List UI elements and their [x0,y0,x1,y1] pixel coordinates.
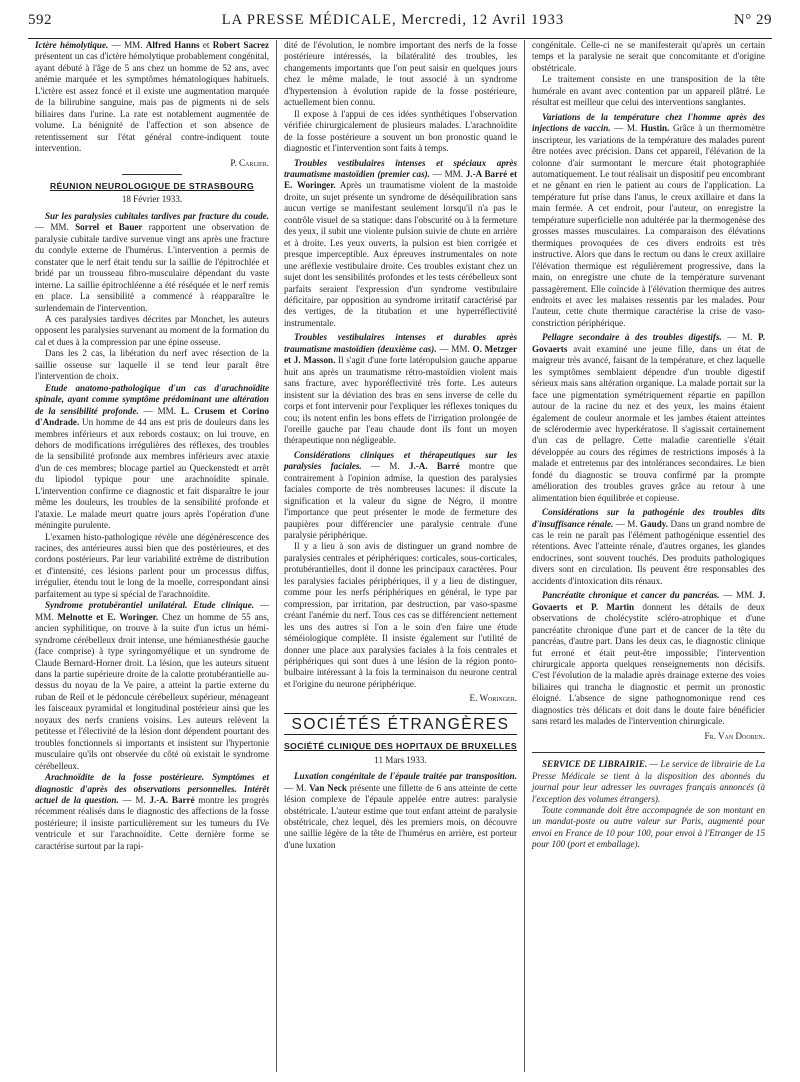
article-arachnoidite-spinale: Etude anatomo-pathologique d'un cas d'arachnoïdite spinale, ayant comme symptôme prédominant une altération de la sensibilité profonde. — MM. L. Crusem et Corino d'Andrade. Un homme de 44 ans est pris de douleurs dans les membres inférieurs et aux rebords costaux; on lui trouve, en dehors de modifications irrégulières des réflexes, des troubles de la sensibilité profonde aux membres inférieurs avec ataxie d'un de ces membres; blocage partiel au Queckenstedt et arrêt du lipiodol typique pour une arachnoïdite spinale. L'intervention confirme ce diagnostic et fait disparaître le jour même les douleurs, les troubles de la sensibilité profonde et l'ataxie. Le malade meurt quatre jours après l'opération d'une méningite purulente. [35,382,269,531]
article-body: avait examiné une jeune fille, dans un état de maigreur très avancé, faisant de la température, et chez laquelle les symptômes semblaient dépendre d'un trouble digestif sérieux mais sans altération organique. La malade portait sur la face une pigmentation symétriquement répartie en papillon autour de la racine du nez et des yeux, les mains étaient également de couleur anormale et les jambes étaient atteintes de sclérodermie avec hyperkératose. Il s'agissait certainement d'un cas de pellagre. Cette maladie carentielle s'était développée au cours des régimes de restrictions imposés à la malade et entretenus par des intolérances secondaires. Le bien fondé du diagnostic se trouva confirmé par la prompte amélioration des troubles graves grâce au retour à une alimentation bien équilibrée et copieuse. [532,343,765,503]
article-authors: Melnotte et E. Woringer. [57,611,159,622]
article-body: Dans les 2 cas, la libération du nerf avec résection de la saillie osseuse sur laquelle il se tend leur paraît être l'intervention de choix. [35,348,269,382]
article-icteres: Ictère hémolytique. — MM. Alfred Hanns et Robert Sacrez présentent un cas d'ictère hémolytique probablement congénital, ayant débuté à l'âge de 5 ans chez un homme de 52 ans, avec anémie marquée et les symptômes hématologiques habituels. L'ictère est assez foncé et il existe une augmentation marquée de la bilirubine sanguine, mais pas de pigments ni de sels biliaires dans l'urine. La rate est notablement augmentée de volume. La bénignité de l'affection et son absence de retentissement sur l'état général contre-indiquent toute intervention. [35,40,269,154]
article-authors: Alfred Hanns [145,40,200,50]
article-arachnoidite-fosse: Arachnoïdite de la fosse postérieure. Symptômes et diagnostic d'après des observations personnelles. Intérêt actuel de la question. — M. J.-A. Barré montre les progrès récemment réalisés dans le diagnostic des affections de la fosse postérieure; il insiste particulièrement sur les tumeurs du IVe ventricule et sur l'arachnoïdite. Cette dernière forme se caractérise surtout par la rapi- [35,772,270,851]
article-authors: J.-A. Barré [408,461,460,472]
article-body: A ces paralysies tardives décrites par Monchet, les auteurs opposent les paralysies survenant au moment de la formation du cal et dues à la compression par une épine osseuse. [35,313,269,347]
article-authors: J.-A Barré et E. Woringer. [284,168,518,191]
article-authors: Robert Sacrez [212,40,269,50]
article-title: Ictère hémolytique. [35,40,109,50]
article-body: L'examen histo-pathologique révèle une dégénérescence des racines, des antérieures aussi bien que des postérieures, et des cordons postérieurs. Par leur variabilité extrême de distribution et d'intensité, ces lésions parlent pour un processus diffus, irrégulier, étendu tout le long de la moelle, correspondant ainsi parfaitement au type si spécial de l'arachnoïdite. [35,531,269,599]
article-luxation-epaule: Luxation congénitale de l'épaule traitée par transposition. — M. Van Neck présente une fillette de 6 ans atteinte de cette lésion complexe de l'épaule appelée entre autres: paralysie obstétricale. L'auteur estime que tout enfant atteint de paralysie obstétricale, chez lequel, dès les premiers mois, on découvre une saillie légère de la tête de l'humérus en arrière, est porteur d'une luxation [284,771,518,850]
article-body: présentent un cas d'ictère hémolytique probablement congénital, ayant débuté à l'âge de 5 ans chez un homme de 52 ans, avec anémie marquée et les symptômes hématologiques habituels. L'ictère est assez foncé et il existe une augmentation marquée de la bilirubine sanguine, mais pas de pigments ni de sels biliaires dans l'urine. La rate est notablement augmentée de volume. La bénignité de l'affection et son absence de retentissement sur l'état général contre-indiquent toute intervention. [35,51,269,154]
article-body: rapportent une observation de paralysie cubitale tardive survenue vingt ans après une fracture du condyle externe de l'humérus. L'intervention a permis de constater que le nerf était tendu sur la saillie de l'épitrochlée et bridé par un trousseau fibro-musculaire dépendant du vaste interne. La saillie épitrochléenne a été réséquée et le nerf remis en place. La sensibilité a commencé à réapparaître le surlendemain de l'intervention. [35,222,270,313]
article-body: présente une fillette de 6 ans atteinte de cette lésion complexe de l'épaule appelée entre autres: paralysie obstétricale. L'auteur estime que tout enfant atteint de paralysie obstétricale, chez lequel, dès les premiers mois, on découvre une saillie légère de la tête de l'humérus en arrière, est porteur d'une luxation [284,782,518,850]
header-rule [28,38,772,39]
article-body: Un homme de 44 ans est pris de douleurs dans les membres inférieurs et aux rebords costaux; on lui trouve, en dehors de modifications irrégulières des réflexes, des troubles de la sensibilité profonde aux membres inférieurs avec ataxie d'un de ces membres; blocage partiel au Queckenstedt et arrêt du lipiodol typique pour une arachnoïdite spinale. L'intervention confirme ce diagnostic et fait disparaître le jour même les douleurs, les troubles de la sensibilité profonde et l'ataxie. Le malade meurt quatre jours après l'opération d'une méningite purulente. [35,417,269,531]
article-authors: Hustin. [640,123,670,134]
article-body: montre les progrès récemment réalisés dans le diagnostic des affections de la fosse postérieure; il insiste particulièrement sur les tumeurs du IVe ventricule et sur l'arachnoïdite. Cette dernière forme se caractérise surtout par la rapi- [35,795,270,851]
article-body: Grâce à un thermomètre inscripteur, les variations de la température des malades purent être notées avec précision. Dans cet appareil, l'élévation de la colonne d'air surmontant le mercure était photographiée automatiquement. Le tout réalisait un dispositif peu encombrant et ne gênant en rien le patient au cours de l'application. La température fut prise dans l'anus, le creux axillaire et dans la main fermée. A cet endroit, pour l'auteur, on enregistre la température superficielle non adultérée par la thermogenèse des grosses masses musculaires. La comparaison des élévations thermiques provoquées de ces divers endroits est très instructive. Alors que dans le rectum ou dans le creux axillaire l'élévation thermique est régulièrement progressive, dans la main, on enregistre une chute de la température survenant passagèrement. Elle coïncide à l'élévation thermique des autres endroits et avec les malaises ressentis par les malades. Pour l'auteur, cette chute thermique caractérise la crise de vaso-constriction périphérique. [532,123,765,328]
article-body: donnent les détails de deux observations de cholécystite scléro-atrophique et d'une pancréatite chronique d'une part et de cancer de la tête du pancréas, d'autre part. Dans les deux cas, le diagnostic clinique fut erroné et était peut-être impossible; l'intervention chirurgicale apporta quelques renseignements non décisifs. C'est l'évolution de la maladie après drainage externe des voies biliaires qui trancha le diagnostic et permit un pronostic éloigné. L'absence de signe pathognomonique rend ces diagnostics très délicats et doit dans le doute faire bénéficier sans retard les malades de l'intervention chirurgicale. [532,601,765,727]
article-title: Luxation congénitale de l'épaule traitée par transposition. [294,771,517,782]
article-title: Syndrome protubérantiel unilatéral. Etude clinique. [45,600,255,611]
article-troubles-vestibulaires-1: Troubles vestibulaires intenses et spéciaux après traumatisme mastoïdien (premier cas). — MM. J.-A Barré et E. Woringer. Après un traumatisme violent de la mastoïde droite, un sujet présente un syndrome de déséquilibration sans aucun vertige se manifestant seulement lorsqu'il n'a pas le contrôle visuel de sa statique: dans l'obscurité ou à la fermeture des yeux, il subit une violente pulsion suivie de chute en arrière et à droite. Les yeux ouverts, la pulsion est bien corrigée et presque imperceptible. Aux épreuves instrumentales on note une aréflexie vestibulaire droite. Ces troubles existant chez un sujet dont les sensibilités profondes et les tests cérébelleux sont parfaits seraient l'expression d'un syndrome vestibulaire déficitaire, par opposition au syndrome irritatif caractérisé par des vertiges, de la titubation et une hyperréflectivité instrumentale. [284,157,518,328]
columns [28,40,772,1072]
article-body: Il expose à l'appui de ces idées synthétiques l'observation vérifiée chirurgicalement de plusieurs malades. L'arachnoïdite de la fosse postérieure a souvent un bon pronostic quand le diagnostic et l'intervention sont faits à temps. [284,108,517,154]
article-pancreatite: Pancréatite chronique et cancer du pancréas. — MM. J. Govaerts et P. Martin donnent les détails de deux observations de cholécystite scléro-atrophique et d'une pancréatite chronique d'une part et de cancer de la tête du pancréas, d'autre part. Dans les deux cas, le diagnostic clinique fut erroné et était peut-être impossible; l'intervention chirurgicale apporta quelques renseignements non décisifs. C'est l'évolution de la maladie après drainage externe des voies biliaires qui trancha le diagnostic et permit un pronostic éloigné. L'absence de signe pathognomonique rend ces diagnostics très délicats et doit dans le doute faire bénéficier sans retard les malades de l'intervention chirurgicale. [532,590,766,727]
article-title: Considérations cliniques et thérapeutiques sur les paralysies faciales. [284,449,517,472]
journal-title: LA PRESSE MÉDICALE, Mercredi, 12 Avril 1933 [221,12,565,28]
article-body: congénitale. Celle-ci ne se manifesterait qu'après un certain temps et la paralysie ne serait que concomitante et d'origine obstétricale. [532,40,765,73]
article-title: Troubles vestibulaires intenses et spéciaux après traumatisme mastoïdien (premier cas). [284,157,517,179]
issue-number: N° 29 [733,12,772,28]
column-3 [524,40,772,1072]
article-syndrome-protuberantiel: Syndrome protubérantiel unilatéral. Etude clinique. — MM. Melnotte et E. Woringer. Chez un homme de 55 ans, ancien syphilitique, on trouve à la suite d'un ictus un hémi-syndrome cérébelleux droit intense, une hémianesthésie gauche (face comprise) à type syringomyélique et un syndrome de Claude Bernard-Horner droit. La lésion, que les auteurs situent dans la partie supérieure droite de la calotte protubérantielle au-dessus du noyau de la Ve paire, a atteint la partie externe du ruban de Reil et le pédoncule cérébelleux supérieur, ménageant les faisceaux pyramidal et longitudinal postérieur ainsi que les noyaux des nerfs craniens voisins. Les auteurs relèvent la petitesse et l'électivité de la lésion dont dépendent pourtant des troubles fonctionnels si importants et insistent sur l'hypertonie musculaire qu'ils ont observée du côté où existait le syndrome cérébelleux. [35,600,270,771]
article-insuffisance-renale: Considérations sur la pathogénie des troubles dits d'insuffisance rénale. — M. Gaudy. Dans un grand nombre de cas le rein ne paraît pas l'élément pathogénique essentiel des rétentions. Avec l'atteinte rénale, d'autres organes, les glandes endocrines, sont souvent touchés. Des produits pathologiques divers sont en circulation. Ils peuvent être responsables des accidents d'intoxication dits rénaux. [532,507,766,586]
article-authors: J. Govaerts et P. Martin [532,590,766,612]
running-header [28,12,772,34]
article-authors: L. Crusem et Corino d'Andrade. [35,405,269,428]
section-heading: SOCIÉTÉ CLINIQUE DES HOPITAUX DE BRUXELLES [284,741,517,752]
article-paralysies-cubitales: Sur les paralysies cubitales tardives par fracture du coude. — MM. Sorrel et Bauer rapportent une observation de paralysie cubitale tardive survenue vingt ans après une fracture du condyle externe de l'humérus. L'intervention a permis de constater que le nerf était tendu sur la saillie de l'épitrochlée et bridé par un trousseau fibro-musculaire dépendant du vaste interne. La saillie épitrochléenne a été réséquée et le nerf remis en place. La sensibilité a commencé à réapparaître le surlendemain de l'intervention. [35,210,270,313]
section-date: 11 Mars 1933. [374,754,427,765]
article-authors: O. Metzger et J. Masson. [284,343,517,366]
article-title: Pancréatite chronique et cancer du pancréas. [542,590,720,601]
section-banner: SOCIÉTÉS ÉTRANGÈRES [284,713,517,735]
service-librairie-notice [532,752,765,851]
article-authors: P. Govaerts [532,332,765,354]
article-title: Sur les paralysies cubitales tardives par fracture du coude. [45,210,269,221]
section-heading: RÉUNION NEUROLOGIQUE DE STRASBOURG [49,180,255,191]
article-authors: Van Neck [309,782,347,793]
section-date: 18 Février 1933. [121,194,183,205]
article-title: Arachnoïdite de la fosse postérieure. Symptômes et diagnostic d'après des observations personnelles. Intérêt actuel de la question. [35,772,269,805]
article-body: Il s'agit d'une forte latéropulsion gauche apparue huit ans après un traumatisme rétro-mastoïdien violent mais sans fracture, avec hyporéflectivité très forte. Les auteurs insistent sur la déviation des bras en sens inverse de celle du corps et font intervenir pour l'expliquer les réflexes toniques du cou; ils notent enfin les bons effets de l'irrigation prolongée de l'oreille gauche par l'eau chaude dont ils font un moyen thérapeutique non négligeable. [284,355,517,446]
article-title: Variations de la température chez l'homme après des injections de vaccin. [532,111,765,134]
article-authors: Sorrel et Bauer [75,222,143,233]
article-body: Le traitement consiste en une transposition de la tête humérale en avant avec contention par un appareil plâtré. Le résultat est meilleur que celui des interventions sanglantes. [532,74,765,108]
notice-body: — Le service de librairie de La Presse Médicale se tient à la disposition des abonnés du journal pour leur adresser les ouvrages français annoncés (à l'exception des volumes étrangers). [532,759,765,804]
article-body: Chez un homme de 55 ans, ancien syphilitique, on trouve à la suite d'un ictus un hémi-syndrome cérébelleux droit intense, une hémianesthésie gauche (face comprise) à type syringomyélique et un syndrome de Claude Bernard-Horner droit. La lésion, que les auteurs situent dans la partie supérieure droite de la calotte protubérantielle au-dessus du noyau de la Ve paire, a atteint la partie externe du ruban de Reil et le pédoncule cérébelleux supérieur, ménageant les faisceaux pyramidal et longitudinal postérieur ainsi que les noyaux des nerfs craniens voisins. Les auteurs relèvent la petitesse et l'électivité de la lésion dont dépendent pourtant des troubles fonctionnels si importants et insistent sur l'hypertonie musculaire qu'ils ont observée du côté où existait le syndrome cérébelleux. [35,611,270,771]
notice-paragraph [532,759,765,805]
notice-body: Toute commande doit être accompagnée de son montant en un mandat-poste ou autre valeur sur Paris, augmenté pour envoi en France de 10 pour 100, pour envoi à l'Etranger de 15 pour 100 (port et emballage). [532,805,765,850]
article-pellagre: Pellagre secondaire à des troubles digestifs. — M. P. Govaerts avait examiné une jeune fille, dans un état de maigreur très avancé, faisant de la température, et chez laquelle les symptômes semblaient dépendre d'un trouble digestif sérieux mais sans altération organique. La malade portait sur la face une pigmentation symétriquement répartie en papillon autour de la racine du nez et des yeux, les mains étaient également de couleur anormale et les jambes étaient atteintes de sclérodermie avec hyperkératose. Il s'agissait certainement d'un cas de pellagre. Cette maladie carentielle s'était développée au cours des régimes de restrictions imposés à la malade et entretenus par des intolérances secondaires. Le bien fondé du diagnostic se trouva confirmé par la prompte amélioration des troubles graves grâce au retour à une alimentation bien équilibrée et copieuse. [532,332,765,503]
article-body: Après un traumatisme violent de la mastoïde droite, un sujet présente un syndrome de déséquilibration sans aucun vertige se manifestant seulement lorsqu'il n'a pas le contrôle visuel de sa statique: dans l'obscurité ou à la fermeture des yeux, il subit une violente pulsion suivie de chute en arrière et à droite. Les yeux ouverts, la pulsion est bien corrigée et presque imperceptible. Aux épreuves instrumentales on note une aréflexie vestibulaire droite. Ces troubles existant chez un sujet dont les sensibilités profondes et les tests cérébelleux sont parfaits seraient l'expression d'un syndrome vestibulaire déficitaire, par opposition au syndrome irritatif caractérisé par des vertiges, de la titubation et une hyperréflectivité instrumentale. [284,180,517,328]
article-paralysies-faciales: Considérations cliniques et thérapeutiques sur les paralysies faciales. — M. J.-A. Barré montre que contrairement à l'opinion admise, la question des paralysies faciales comporte de très nombreuses lacunes: il discute la signification et la valeur du signe de Négro, il montre l'importance que peut présenter le mode de fermeture des paupières pour différencier une paralysie centrale d'une paralysie périphérique. [284,449,518,541]
article-body: Il y a lieu à son avis de distinguer un grand nombre de paralysies centrales et périphériques: corticales, sous-corticales, protubérantielles, dont il donne les principaux caractères. Pour les paralysies faciales périphériques, il y a lieu de distinguer, comme pour les nerfs périphériques en général, le type par compression, par irritation, par destruction, par vaso-spasme créant l'anémie du nerf. Tous ces cas se différencient nettement les uns des autres si l'on a le soin d'en faire une étude séméiologique complète. Il insiste également sur l'utilité de donner une place aux paralysies faciales à la fois centrales et périphériques qui sont dues à une lésion de la région ponto-bulbaire intéressant à la fois la terminaison du neurone central et l'origine du neurone périphérique. [284,541,517,689]
article-body: dité de l'évolution, le nombre important des nerfs de la fosse postérieure intéressés, la bilatéralité des troubles, les changements importants que l'on peut saisir en quelques jours chez le même malade, le tout associé à un syndrome d'hypertension à évolution rapide de la fosse postérieure, actuellement bien connu. [284,40,517,108]
article-title: Considérations sur la pathogénie des troubles dits d'insuffisance rénale. [532,507,765,529]
signature: E. Woringer. [469,693,517,704]
article-title: Pellagre secondaire à des troubles digestifs. [542,332,722,343]
column-1 [28,40,276,1072]
article-troubles-vestibulaires-2: Troubles vestibulaires intenses et durables après traumatisme mastoïdien (deuxième cas). — MM. O. Metzger et J. Masson. Il s'agit d'une forte latéropulsion gauche apparue huit ans après un traumatisme rétro-mastoïdien violent mais sans fracture, avec hyporéflectivité très forte. Les auteurs insistent sur la déviation des bras en sens inverse de celle du corps et font intervenir pour l'expliquer les réflexes toniques du cou; ils notent enfin les bons effets de l'irrigation prolongée de l'oreille gauche par l'eau chaude dont ils font un moyen thérapeutique non négligeable. [284,332,517,446]
article-title: Etude anatomo-pathologique d'un cas d'arachnoïdite spinale, ayant comme symptôme prédominant une altération de la sensibilité profonde. [35,382,269,416]
notice-title: SERVICE DE LIBRAIRIE. [542,759,648,770]
column-2 [276,40,524,1072]
article-authors: J.-A. Barré [149,795,195,805]
article-variations-temperature: Variations de la température chez l'homme après des injections de vaccin. — M. Hustin. Grâce à un thermomètre inscripteur, les variations de la température des malades purent être notées avec précision. Dans cet appareil, l'élévation de la colonne d'air surmontant le mercure était photographiée automatiquement. Le tout réalisait un dispositif peu encombrant et ne gênant en rien le patient au cours de l'application. La température fut prise dans l'anus, le creux axillaire et dans la main fermée. A cet endroit, pour l'auteur, on enregistre la température superficielle non adultérée par la thermogenèse des grosses masses musculaires. La comparaison des élévations thermiques provoquées de ces divers endroits est très instructive. Alors que dans le rectum ou dans le creux axillaire l'élévation thermique est régulièrement progressive, dans la main, on enregistre une chute de la température survenant passagèrement. Elle coïncide à l'élévation thermique des autres endroits et avec les malaises ressentis par les malades. Pour l'auteur, cette chute thermique caractérise la crise de vaso-constriction périphérique. [532,111,765,328]
article-title: Troubles vestibulaires intenses et durables après traumatisme mastoïdien (deuxième cas). [284,332,517,354]
section-divider [122,174,182,175]
page-number: 592 [28,12,52,28]
article-authors: Gaudy. [640,518,669,529]
article-body: montre que contrairement à l'opinion admise, la question des paralysies faciales comporte de très nombreuses lacunes: il discute la signification et la valeur du signe de Négro, il montre l'importance que peut présenter le mode de fermeture des paupières pour différencier une paralysie centrale d'une paralysie périphérique. [284,461,518,541]
signature: Fr. Van Dooren. [704,730,765,741]
signature: P. Carlier. [230,157,269,168]
article-body: Dans un grand nombre de cas le rein ne paraît pas l'élément pathogénique essentiel des rétentions. Avec l'atteinte rénale, d'autres organes, les glandes endocrines, sont souvent touchés. Des produits pathologiques divers sont en circulation. Ils peuvent être responsables des accidents d'intoxication dits rénaux. [532,518,766,586]
